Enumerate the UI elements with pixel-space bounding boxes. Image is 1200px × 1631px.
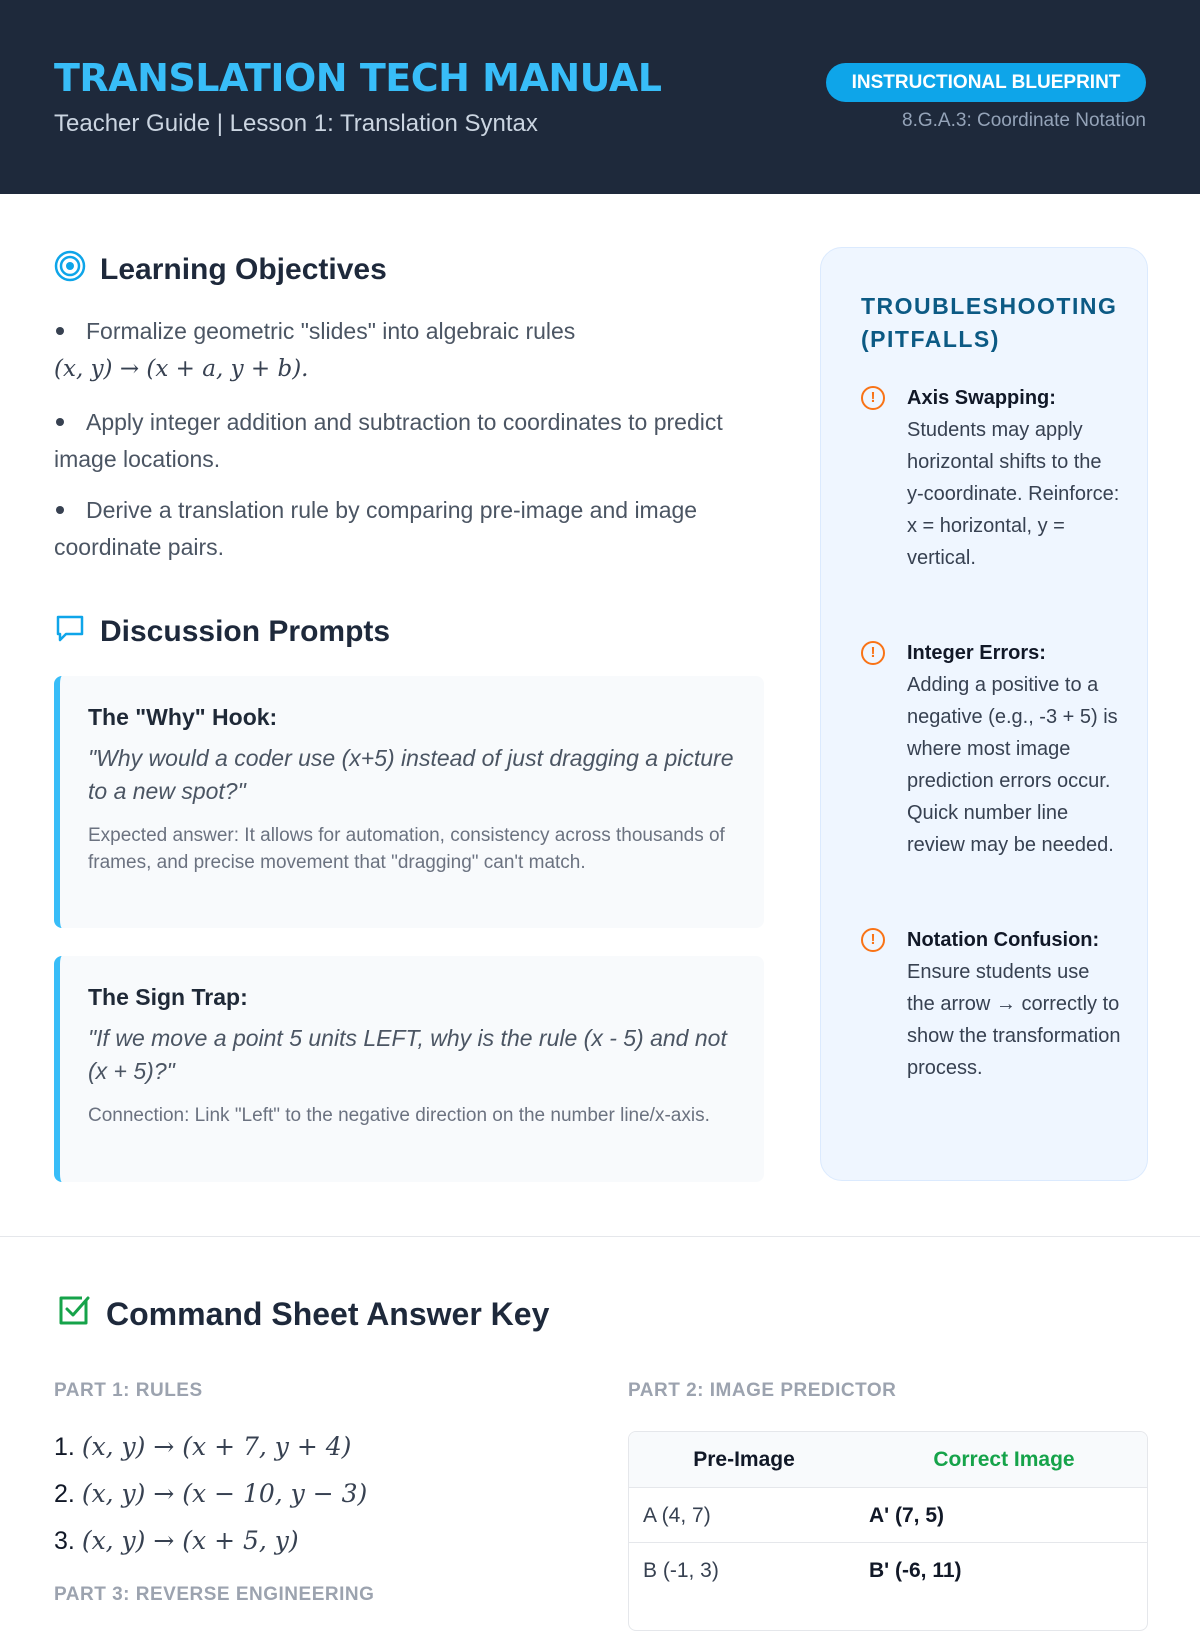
warning-circle-icon: ! (861, 928, 885, 952)
page-header (0, 0, 1200, 194)
answer-key-title: Command Sheet Answer Key (106, 1295, 550, 1332)
target-icon (54, 250, 86, 290)
prompt-title: The Sign Trap: (88, 984, 248, 1010)
rule-item: 3. (x, y) → (x + 5, y) (54, 1526, 299, 1555)
objective-item: Derive a translation rule by comparing pre-image and image coordinate pairs. (54, 497, 698, 560)
checkbox-icon (56, 1292, 92, 1336)
objective-item: Apply integer addition and subtraction to coordinates to predict image locations. (54, 409, 723, 472)
objectives-heading (54, 250, 387, 290)
part2-heading: PART 2: IMAGE PREDICTOR (628, 1380, 897, 1401)
section-divider (0, 1236, 1200, 1237)
objective-item: Formalize geometric "slides" into algebraic rules (x, y) → (x + a, y + b). (54, 318, 576, 382)
prompt-card-why-hook (54, 676, 764, 928)
col-pre-image: Pre-Image (693, 1448, 795, 1471)
table-header-row (629, 1432, 1148, 1487)
prompt-card-sign-trap (54, 956, 764, 1182)
pitfall-item: ! Integer Errors: Adding a positive to a negative (e.g., -3 + 5) is where most image prediction errors occur. Quick number line review may be needed. (861, 637, 1121, 861)
discussion-title: Discussion Prompts (100, 615, 391, 648)
prompt-answer: Expected answer: It allows for automation, consistency across thousands of frames, and precise movement that "dragging" can't match. (88, 825, 725, 873)
objective-math: (x, y) → (x + a, y + b). (54, 356, 309, 382)
troubleshooting-panel (820, 247, 1148, 1181)
page-subtitle: Teacher Guide | Lesson 1: Translation Syntax (54, 110, 538, 137)
prompt-question: "Why would a coder use (x+5) instead of just dragging a picture to a new spot?" (88, 745, 734, 804)
image-predictor-table (628, 1431, 1148, 1631)
standard-label: 8.G.A.3: Coordinate Notation (902, 110, 1146, 131)
discussion-heading (54, 612, 390, 652)
table-row: B (-1, 3) B' (-6, 11) (629, 1542, 1148, 1597)
col-correct-image: Correct Image (933, 1448, 1075, 1471)
warning-circle-icon: ! (861, 386, 885, 410)
objectives-title: Learning Objectives (100, 253, 387, 286)
prompt-question: "If we move a point 5 units LEFT, why is the rule (x - 5) and not (x + 5)?" (88, 1025, 727, 1084)
prompt-answer: Connection: Link "Left" to the negative direction on the number line/x-axis. (88, 1105, 710, 1126)
answer-key-heading (56, 1292, 549, 1336)
blueprint-badge: INSTRUCTIONAL BLUEPRINT (826, 63, 1146, 102)
rule-item: 1. (x, y) → (x + 7, y + 4) (54, 1432, 352, 1461)
table-row: A (4, 7) A' (7, 5) (629, 1487, 1148, 1542)
prompt-title: The "Why" Hook: (88, 704, 278, 730)
part3-heading: PART 3: REVERSE ENGINEERING (54, 1584, 375, 1605)
rule-item: 2. (x, y) → (x − 10, y − 3) (54, 1479, 368, 1508)
warning-circle-icon: ! (861, 641, 885, 665)
pitfall-item: ! Notation Confusion: Ensure students use the arrow → correctly to show the transformation process. (861, 924, 1121, 1084)
pitfall-item: ! Axis Swapping: Students may apply horizontal shifts to the y-coordinate. Reinforce: x = horizontal, y = vertical. (861, 382, 1121, 574)
troubleshooting-title: TROUBLESHOOTING (PITFALLS) (861, 293, 1118, 352)
part1-heading: PART 1: RULES (54, 1380, 203, 1401)
page-title: TRANSLATION TECH MANUAL (54, 56, 662, 100)
chat-bubble-icon (54, 612, 86, 652)
